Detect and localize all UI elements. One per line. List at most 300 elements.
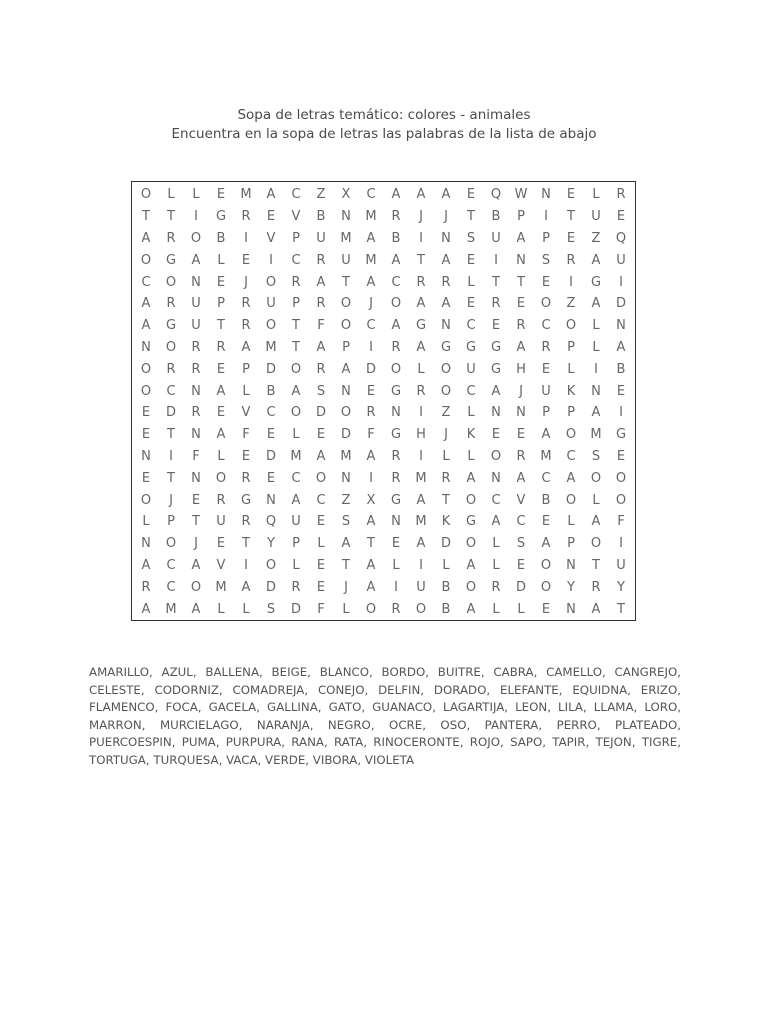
grid-cell: L	[592, 339, 600, 355]
grid-cell: C	[291, 470, 301, 486]
grid-cell: Z	[566, 296, 576, 312]
grid-cell: M	[415, 514, 427, 530]
grid-cell: R	[416, 383, 426, 399]
grid-cell: U	[416, 579, 426, 595]
grid-cell: C	[466, 383, 476, 399]
grid-cell: E	[216, 274, 226, 290]
grid-cell: U	[266, 296, 276, 312]
page-title: Sopa de letras temático: colores - animales	[237, 107, 531, 123]
grid-cell: G	[390, 492, 402, 508]
grid-cell: E	[616, 448, 626, 464]
grid-cell: E	[491, 318, 501, 334]
grid-cell: R	[166, 361, 176, 377]
grid-cell: A	[141, 230, 151, 246]
grid-cell: T	[167, 209, 175, 225]
grid-row	[134, 380, 633, 402]
grid-cell: O	[440, 361, 452, 377]
grid-cell: U	[616, 557, 626, 573]
grid-cell: J	[444, 427, 448, 443]
grid-cell: E	[491, 427, 501, 443]
grid-cell: S	[466, 230, 476, 246]
grid-cell: P	[542, 230, 550, 246]
grid-cell: I	[494, 252, 498, 268]
grid-cell: I	[244, 557, 248, 573]
grid-cell: A	[591, 601, 601, 617]
grid-cell: E	[616, 209, 626, 225]
grid-cell: E	[391, 536, 401, 552]
grid-cell: C	[166, 383, 176, 399]
grid-cell: G	[240, 492, 252, 508]
grid-row	[134, 184, 633, 206]
grid-cell: A	[591, 514, 601, 530]
grid-row	[134, 271, 633, 293]
word-list: AMARILLO, AZUL, BALLENA, BEIGE, BLANCO, BORDO, BUITRE, CABRA, CAMELLO, CANGREJO, CELESTE, CODORNIZ, COMADREJA, CONEJO, DELFIN, DORADO, ELEFANTE, EQUIDNA, ERIZO, FLAMENCO, FOCA, GACELA, GALLINA, GATO, GUANACO, LAGARTIJA, LEON, LILA, LLAMA, LORO, MARRON, MURCIELAGO, NARANJA, NEGRO, OCRE, OSO, PANTERA, PERRO, PLATEADO, PUERCOESPIN, PUMA, PURPURA, RANA, RATA, RINOCERONTE, ROJO, SAPO, TAPIR, TEJON, TIGRE, TORTUGA, TURQUESA, VACA, VERDE, VIBORA, VIOLETA	[89, 665, 681, 767]
grid-row	[134, 315, 633, 337]
grid-cell: C	[491, 492, 501, 508]
grid-cell: Z	[591, 230, 601, 246]
grid-cell: A	[366, 448, 376, 464]
grid-cell: E	[141, 405, 151, 421]
grid-cell: D	[340, 427, 351, 443]
grid-cell: O	[140, 361, 152, 377]
grid-cell: D	[165, 405, 176, 421]
grid-cell: I	[619, 536, 623, 552]
grid-cell: E	[266, 470, 276, 486]
grid-cell: O	[465, 492, 477, 508]
grid-cell: T	[617, 601, 625, 617]
grid-cell: O	[615, 492, 627, 508]
grid-cell: R	[241, 209, 251, 225]
grid-cell: C	[166, 557, 176, 573]
grid-cell: R	[166, 230, 176, 246]
grid-cell: G	[165, 318, 177, 334]
grid-cell: E	[216, 536, 226, 552]
grid-cell: B	[441, 579, 451, 595]
grid-cell: M	[340, 448, 352, 464]
grid-cell: T	[492, 274, 500, 290]
grid-cell: N	[491, 405, 501, 421]
grid-cell: C	[166, 579, 176, 595]
grid-cell: T	[342, 274, 350, 290]
grid-row	[134, 402, 633, 424]
grid-cell: E	[141, 427, 151, 443]
grid-cell: R	[316, 252, 326, 268]
grid-cell: L	[167, 187, 175, 203]
grid-cell: A	[441, 252, 451, 268]
grid-cell: F	[317, 318, 325, 334]
grid-cell: L	[492, 557, 500, 573]
grid-cell: A	[191, 601, 201, 617]
grid-cell: F	[192, 448, 200, 464]
grid-cell: I	[369, 339, 373, 355]
grid-cell: I	[269, 252, 273, 268]
grid-cell: O	[565, 492, 577, 508]
grid-cell: A	[191, 557, 201, 573]
grid-cell: L	[467, 448, 475, 464]
grid-cell: A	[391, 187, 401, 203]
grid-cell: C	[566, 448, 576, 464]
grid-cell: O	[190, 579, 202, 595]
grid-cell: L	[467, 405, 475, 421]
grid-cell: A	[291, 492, 301, 508]
grid-cell: C	[316, 492, 326, 508]
grid-cell: X	[366, 492, 376, 508]
grid-cell: R	[241, 514, 251, 530]
grid-row	[134, 489, 633, 511]
grid-cell: A	[366, 514, 376, 530]
grid-cell: L	[292, 427, 300, 443]
grid-cell: E	[516, 557, 526, 573]
grid-cell: G	[465, 514, 477, 530]
grid-cell: E	[241, 448, 251, 464]
grid-cell: A	[416, 187, 426, 203]
grid-cell: O	[390, 361, 402, 377]
grid-cell: K	[466, 427, 476, 443]
grid-cell: A	[366, 230, 376, 246]
grid-cell: T	[292, 339, 300, 355]
grid-cell: R	[516, 318, 526, 334]
grid-cell: A	[591, 296, 601, 312]
grid-cell: P	[342, 339, 350, 355]
grid-row	[134, 446, 633, 468]
grid-cell: A	[241, 579, 251, 595]
grid-cell: D	[290, 601, 301, 617]
grid-cell: E	[266, 209, 276, 225]
grid-cell: C	[541, 470, 551, 486]
grid-cell: J	[369, 296, 373, 312]
grid-cell: O	[265, 274, 277, 290]
grid-cell: E	[466, 252, 476, 268]
grid-cell: P	[292, 296, 300, 312]
grid-cell: A	[316, 339, 326, 355]
grid-cell: A	[516, 339, 526, 355]
grid-cell: I	[619, 405, 623, 421]
grid-cell: R	[591, 579, 601, 595]
grid-cell: O	[340, 318, 352, 334]
grid-row	[134, 249, 633, 271]
grid-cell: P	[567, 405, 575, 421]
grid-cell: K	[566, 383, 576, 399]
grid-cell: N	[566, 601, 576, 617]
grid-cell: G	[615, 427, 627, 443]
grid-cell: R	[291, 274, 301, 290]
grid-cell: N	[141, 339, 151, 355]
grid-cell: V	[241, 405, 251, 421]
grid-cell: O	[165, 339, 177, 355]
grid-cell: U	[216, 514, 226, 530]
grid-cell: J	[519, 383, 523, 399]
grid-cell: I	[394, 579, 398, 595]
grid-cell: F	[367, 427, 375, 443]
grid-cell: V	[516, 492, 526, 508]
grid-cell: B	[266, 383, 276, 399]
grid-cell: A	[316, 274, 326, 290]
grid-cell: V	[266, 230, 276, 246]
grid-cell: E	[216, 361, 226, 377]
grid-cell: E	[316, 427, 326, 443]
grid-cell: A	[591, 405, 601, 421]
grid-cell: L	[517, 601, 525, 617]
grid-cell: A	[416, 536, 426, 552]
grid-cell: U	[491, 230, 501, 246]
grid-cell: R	[241, 296, 251, 312]
grid-cell: Y	[567, 579, 575, 595]
grid-cell: R	[216, 492, 226, 508]
grid-cell: R	[216, 339, 226, 355]
grid-cell: L	[567, 514, 575, 530]
grid-cell: O	[140, 492, 152, 508]
grid-cell: S	[341, 514, 351, 530]
grid-cell: T	[567, 209, 575, 225]
grid-cell: G	[415, 318, 427, 334]
grid-cell: M	[540, 448, 552, 464]
grid-cell: F	[317, 601, 325, 617]
grid-cell: A	[466, 601, 476, 617]
grid-cell: E	[616, 383, 626, 399]
grid-cell: L	[192, 187, 200, 203]
title-block	[0, 106, 768, 144]
grid-cell: I	[244, 230, 248, 246]
grid-cell: A	[516, 230, 526, 246]
grid-cell: T	[242, 536, 250, 552]
grid-cell: A	[341, 361, 351, 377]
grid-cell: D	[265, 448, 276, 464]
grid-cell: P	[292, 230, 300, 246]
grid-cell: D	[440, 536, 451, 552]
grid-cell: U	[316, 230, 326, 246]
grid-cell: C	[366, 187, 376, 203]
grid-row	[134, 511, 633, 533]
grid-cell: Q	[265, 514, 277, 530]
grid-cell: M	[165, 601, 177, 617]
grid-cell: G	[390, 383, 402, 399]
grid-cell: J	[169, 492, 173, 508]
grid-cell: O	[315, 470, 327, 486]
grid-cell: M	[415, 470, 427, 486]
grid-cell: N	[341, 383, 351, 399]
grid-cell: U	[591, 209, 601, 225]
grid-cell: P	[217, 296, 225, 312]
grid-cell: E	[316, 557, 326, 573]
grid-cell: I	[369, 470, 373, 486]
grid-cell: B	[441, 601, 451, 617]
grid-cell: B	[391, 230, 401, 246]
grid-cell: T	[517, 274, 525, 290]
grid-cell: O	[615, 470, 627, 486]
grid-cell: S	[316, 383, 326, 399]
grid-cell: W	[514, 187, 528, 203]
grid-cell: C	[516, 514, 526, 530]
grid-cell: A	[216, 427, 226, 443]
grid-cell: O	[590, 470, 602, 486]
grid-cell: L	[467, 274, 475, 290]
grid-cell: L	[217, 601, 225, 617]
grid-cell: N	[141, 448, 151, 464]
grid-cell: O	[465, 536, 477, 552]
grid-cell: G	[590, 274, 602, 290]
grid-cell: A	[466, 557, 476, 573]
page-subtitle: Encuentra en la sopa de letras las palabras de la lista de abajo	[171, 126, 597, 142]
grid-cell: R	[191, 405, 201, 421]
grid-cell: F	[242, 427, 250, 443]
grid-cell: Q	[615, 230, 627, 246]
grid-cell: R	[566, 252, 576, 268]
grid-cell: O	[565, 427, 577, 443]
grid-row	[134, 576, 633, 598]
grid-cell: C	[391, 274, 401, 290]
grid-cell: R	[391, 339, 401, 355]
grid-cell: E	[366, 383, 376, 399]
grid-cell: T	[167, 427, 175, 443]
grid-cell: L	[217, 252, 225, 268]
grid-cell: R	[366, 405, 376, 421]
grid-cell: M	[365, 209, 377, 225]
grid-cell: L	[442, 557, 450, 573]
grid-cell: Y	[267, 536, 275, 552]
grid-cell: E	[541, 361, 551, 377]
grid-cell: T	[442, 492, 450, 508]
grid-cell: E	[541, 601, 551, 617]
grid-cell: P	[567, 536, 575, 552]
grid-cell: M	[265, 339, 277, 355]
grid-cell: M	[215, 579, 227, 595]
grid-cell: O	[590, 536, 602, 552]
grid-cell: D	[265, 361, 276, 377]
grid-cell: J	[444, 209, 448, 225]
grid-cell: D	[315, 405, 326, 421]
grid-cell: D	[265, 579, 276, 595]
grid-cell: H	[516, 361, 526, 377]
grid-cell: B	[216, 230, 226, 246]
grid-cell: T	[142, 209, 150, 225]
grid-cell: N	[191, 427, 201, 443]
grid-cell: E	[266, 427, 276, 443]
grid-cell: A	[441, 296, 451, 312]
grid-cell: C	[266, 405, 276, 421]
grid-cell: G	[490, 339, 502, 355]
grid-cell: A	[141, 296, 151, 312]
grid-cell: L	[217, 448, 225, 464]
grid-cell: T	[217, 318, 225, 334]
grid-cell: A	[541, 427, 551, 443]
grid-cell: A	[141, 601, 151, 617]
grid-cell: N	[441, 230, 451, 246]
grid-cell: G	[390, 427, 402, 443]
grid-cell: O	[140, 383, 152, 399]
grid-cell: A	[266, 187, 276, 203]
grid-cell: X	[341, 187, 351, 203]
grid-cell: L	[592, 187, 600, 203]
grid-cell: R	[441, 470, 451, 486]
grid-cell: A	[366, 274, 376, 290]
grid-cell: O	[140, 187, 152, 203]
grid-cell: Y	[617, 579, 625, 595]
grid-cell: T	[292, 318, 300, 334]
grid-cell: U	[341, 252, 351, 268]
grid-cell: R	[416, 274, 426, 290]
grid-cell: N	[341, 470, 351, 486]
grid-cell: N	[591, 383, 601, 399]
grid-cell: E	[541, 514, 551, 530]
grid-cell: J	[419, 209, 423, 225]
grid-cell: R	[441, 274, 451, 290]
grid-cell: E	[566, 187, 576, 203]
grid-cell: P	[542, 405, 550, 421]
grid-cell: E	[216, 187, 226, 203]
grid-cell: P	[292, 536, 300, 552]
grid-cell: A	[416, 339, 426, 355]
grid-cell: U	[541, 383, 551, 399]
grid-cell: I	[544, 209, 548, 225]
grid-cell: A	[391, 252, 401, 268]
grid-cell: N	[391, 514, 401, 530]
grid-cell: P	[517, 209, 525, 225]
grid-cell: N	[141, 536, 151, 552]
grid-cell: A	[141, 318, 151, 334]
grid-cell: L	[417, 361, 425, 377]
grid-cell: I	[594, 361, 598, 377]
grid-cell: E	[141, 470, 151, 486]
grid-cell: A	[366, 579, 376, 595]
grid-cell: I	[419, 405, 423, 421]
grid-cell: G	[165, 252, 177, 268]
grid-cell: O	[365, 601, 377, 617]
grid-cell: G	[465, 339, 477, 355]
grid-cell: U	[191, 296, 201, 312]
grid-cell: O	[540, 296, 552, 312]
grid-cell: A	[291, 383, 301, 399]
grid-cell: A	[141, 557, 151, 573]
grid-cell: S	[516, 536, 526, 552]
grid-cell: D	[515, 579, 526, 595]
grid-cell: A	[366, 557, 376, 573]
grid-cell: L	[142, 514, 150, 530]
grid-cell: O	[290, 405, 302, 421]
grid-cell: L	[592, 318, 600, 334]
grid-row	[134, 424, 633, 446]
grid-row	[134, 337, 633, 359]
grid-cell: E	[241, 252, 251, 268]
grid-cell: V	[216, 557, 226, 573]
grid-cell: S	[266, 601, 276, 617]
grid-cell: E	[566, 230, 576, 246]
grid-cell: N	[516, 405, 526, 421]
grid-cell: C	[541, 318, 551, 334]
grid-cell: E	[516, 296, 526, 312]
grid-row	[134, 467, 633, 489]
grid-cell: O	[340, 405, 352, 421]
grid-cell: E	[316, 579, 326, 595]
grid-cell: A	[591, 252, 601, 268]
grid-cell: Z	[316, 187, 326, 203]
grid-cell: E	[191, 492, 201, 508]
grid-cell: U	[191, 318, 201, 334]
grid-cell: N	[191, 470, 201, 486]
grid-cell: L	[442, 448, 450, 464]
grid-cell: N	[191, 383, 201, 399]
grid-cell: A	[541, 536, 551, 552]
grid-cell: T	[342, 557, 350, 573]
grid-cell: L	[317, 536, 325, 552]
grid-cell: L	[492, 601, 500, 617]
grid-cell: R	[391, 209, 401, 225]
grid-cell: A	[616, 339, 626, 355]
grid-cell: H	[416, 427, 426, 443]
grid-cell: L	[567, 361, 575, 377]
grid-cell: O	[290, 361, 302, 377]
grid-cell: T	[417, 252, 425, 268]
grid-row	[134, 228, 633, 250]
